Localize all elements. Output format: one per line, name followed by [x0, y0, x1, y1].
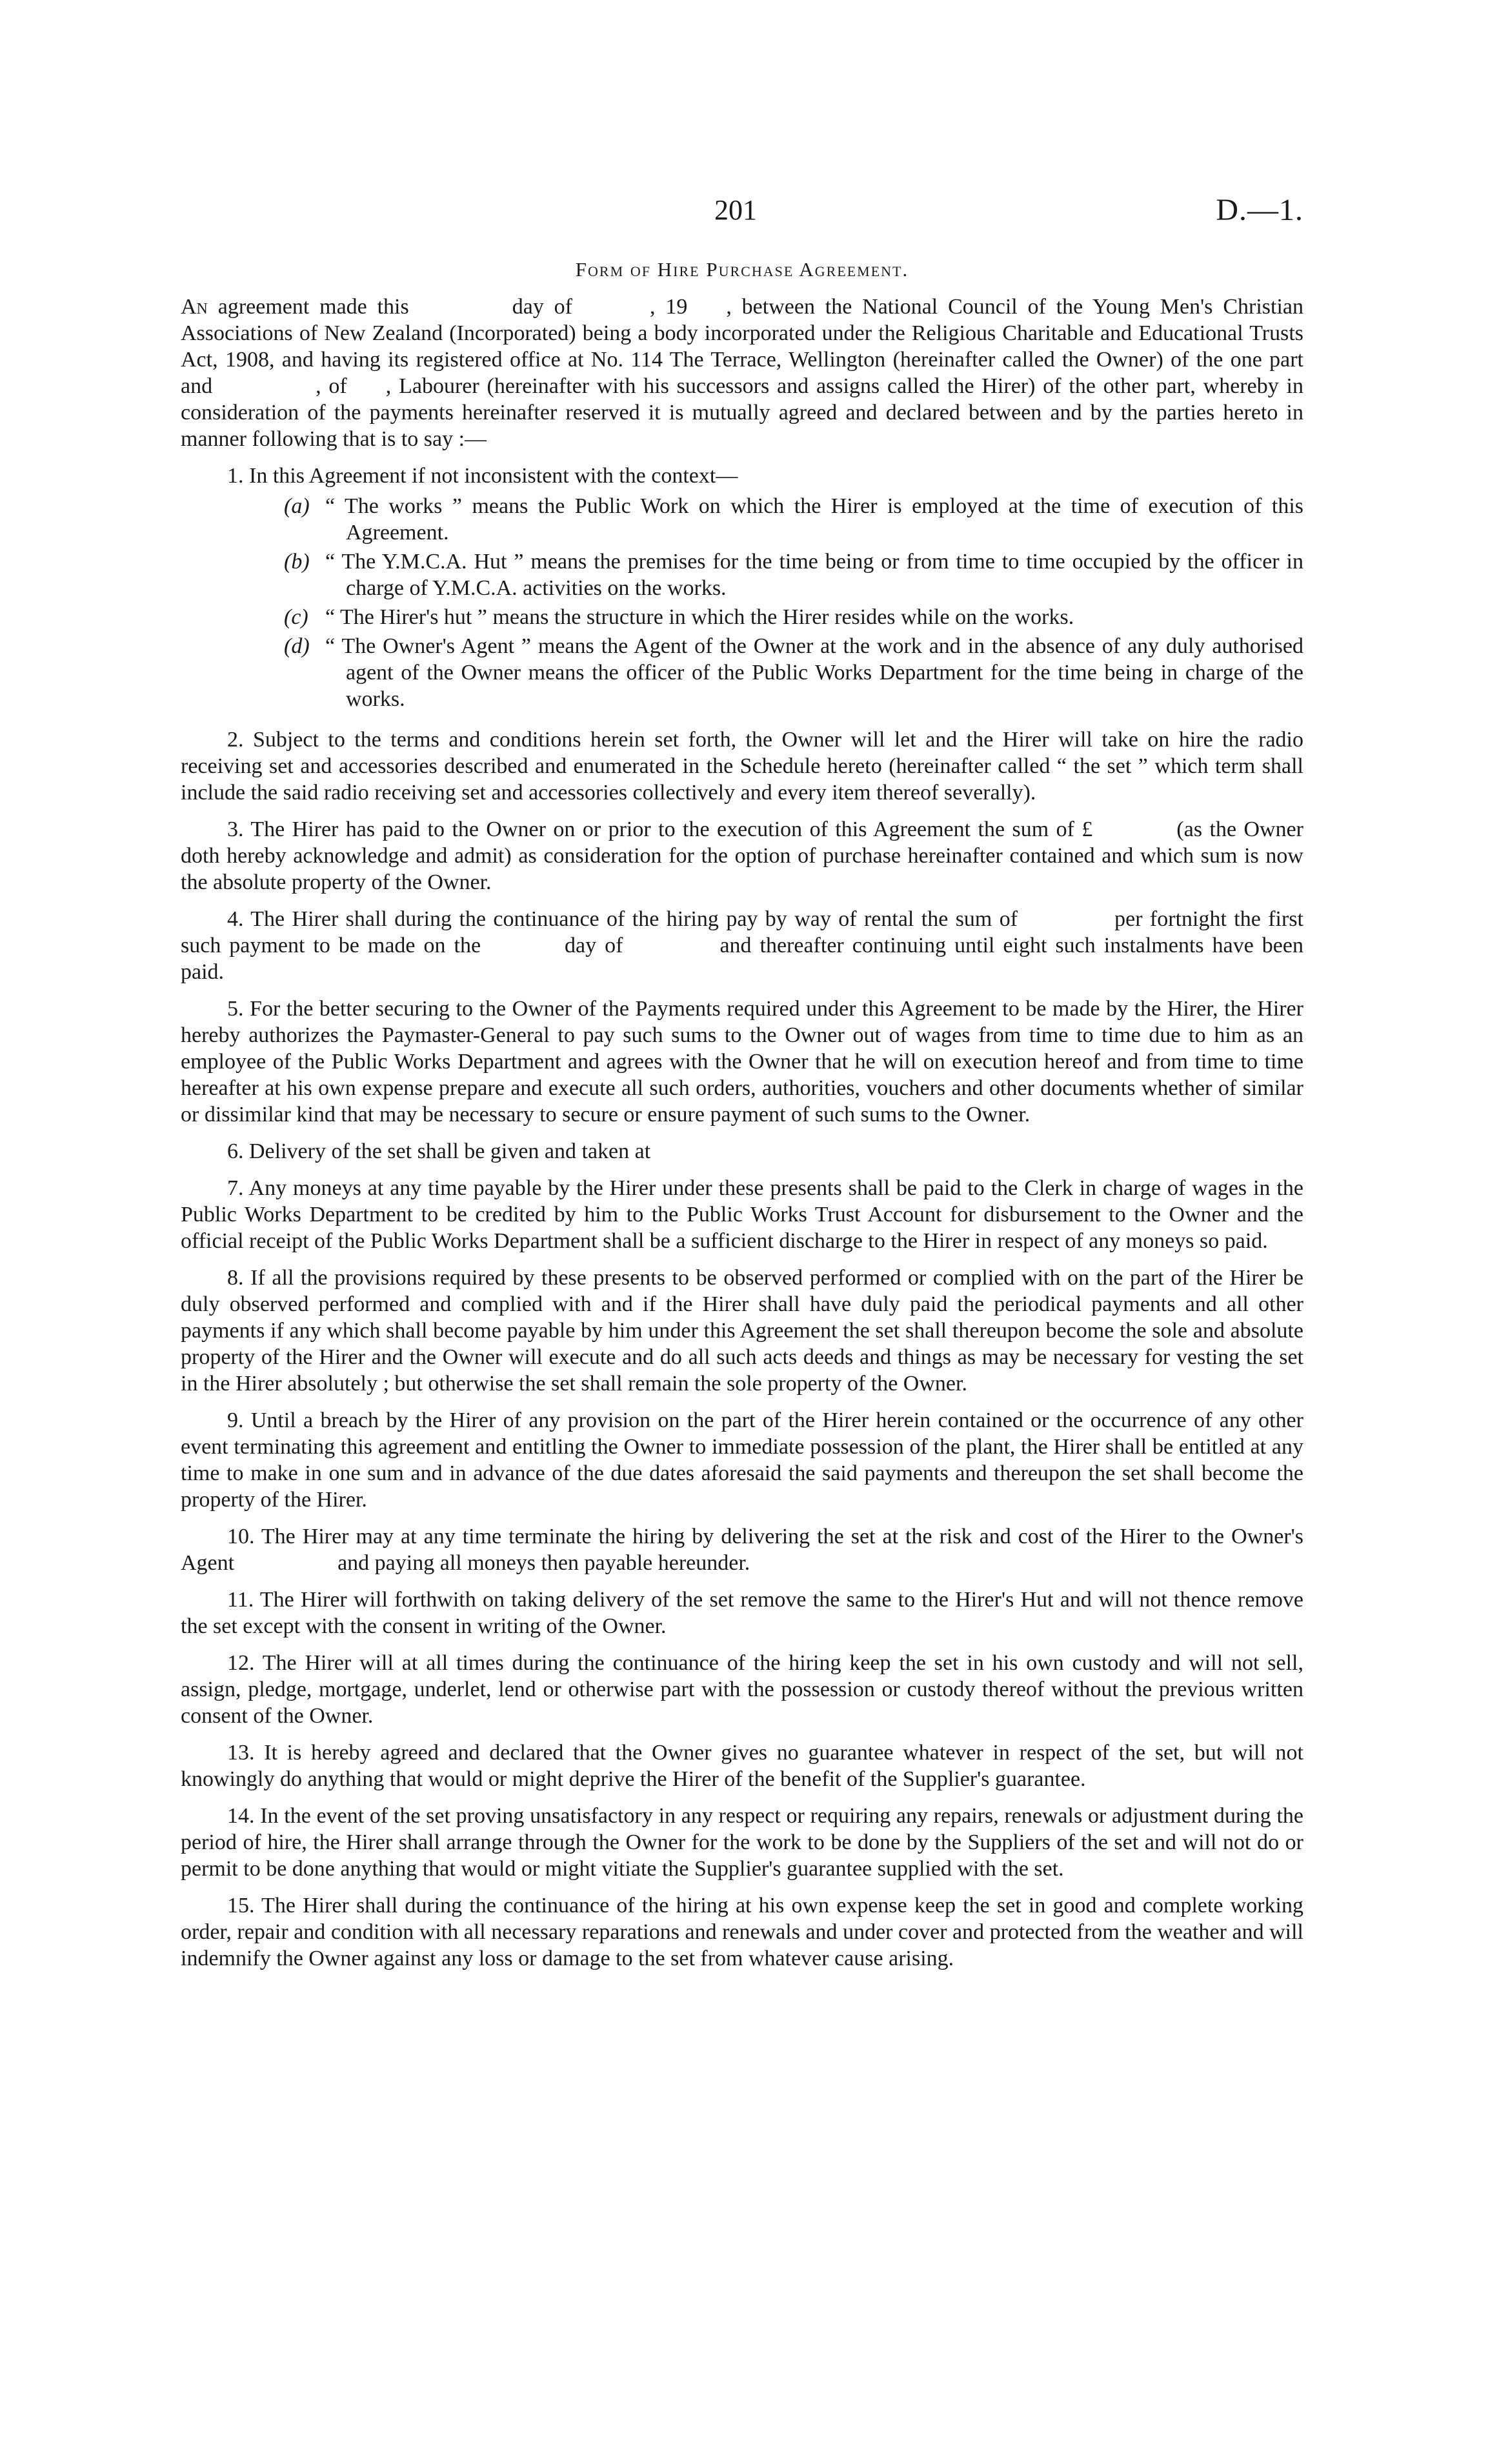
clause-6: 6. Delivery of the set shall be given and taken at [227, 1139, 651, 1163]
clause-11: 11. The Hirer will forthwith on taking delivery of the set remove the same to the Hirer's Hut and will not thence remove the set except with the consent in writing of the Owner. [181, 1588, 1303, 1638]
clause-5: 5. For the better securing to the Owner of the Payments required under this Agreement to be made by the Hirer, the Hirer hereby authorizes the Paymaster-General to pay such sums to the Owner out of wages from time to time due to him as an employee of the Public Works Department and agrees with the Owner that he will on execution hereof and from time to time hereafter at his own expense prepare and execute all such orders, authorities, vouchers and other documents whether of similar or dissimilar kind that may be necessary to secure or ensure payment of such sums to the Owner. [181, 997, 1303, 1127]
opening-lead: An [181, 295, 208, 319]
page-title: Form of Hire Purchase Agreement. [575, 258, 909, 281]
clause-8: 8. If all the provisions required by these presents to be observed performed or complied with on the part of the Hirer be duly observed performed and complied with and if the Hirer shall have duly paid the periodical payments and all other payments if any which shall become payable by him under this Agreement the set shall thereupon become the sole and absolute property of the Hirer and the Owner will execute and do all such acts deeds and things as may be necessary for vesting the set in the Hirer absolutely ; but otherwise the set shall remain the sole property of the Owner. [181, 1266, 1303, 1396]
clause-10-text-a: 10. The Hirer may at any time terminate the hiring by delivering the set at the risk and cost of the Hirer to the Owner's Agent [181, 1525, 1303, 1575]
clause-2: 2. Subject to the terms and conditions herein set forth, the Owner will let and the Hirer will take on hire the radio receiving set and accessories described and enumerated in the Schedule hereto (hereinafter called “ the set ” which term shall include the said radio receiving set and accessories collectively and every item thereof severally). [181, 728, 1303, 805]
clause-12: 12. The Hirer will at all times during the continuance of the hiring keep the set in his own custody and will not sell, assign, pledge, mortgage, underlet, lend or otherwise part with the possession or custody thereof without the previous written consent of the Owner. [181, 1651, 1303, 1728]
definition-item [181, 493, 1303, 546]
definition-item [181, 633, 1303, 712]
definition-label: (d) [284, 634, 310, 658]
definition-text: “ The Hirer's hut ” means the structure in which the Hirer resides while on the works. [325, 605, 1074, 629]
clause-4-text-a: 4. The Hirer shall during the continuance of the hiring pay by way of rental the sum of [227, 907, 1018, 931]
definition-label: (a) [284, 494, 310, 518]
clause-10 [181, 1523, 1303, 1576]
clause-1: 1. In this Agreement if not inconsistent with the context— [227, 464, 738, 488]
clause-4-text-c: day of [565, 934, 623, 957]
opening-text-2: day of [512, 295, 572, 319]
document-reference: D.—1. [1216, 193, 1303, 227]
clause-4-text-b: per fortnight the first such payment to be made on the [181, 907, 1304, 957]
clause-3-text-b: (as the Owner doth hereby acknowledge and admit) as consideration for the option of purchase hereinafter contained and which sum is now the absolute property of the Owner. [181, 817, 1303, 894]
clause-3-text-a: 3. The Hirer has paid to the Owner on or prior to the execution of this Agreement the sum of £ [227, 817, 1093, 841]
opening-text-5: , of [316, 374, 347, 398]
definition-text: “ The Owner's Agent ” means the Agent of the Owner at the work and in the absence of any duly authorised agent of the Owner means the officer of the Public Works Department for the time being in charge of the works. [325, 634, 1303, 711]
clause-14: 14. In the event of the set proving unsatisfactory in any respect or requiring any repairs, renewals or adjustment during the period of hire, the Hirer shall arrange through the Owner for the work to be done by the Suppliers of the set and will not do or permit to be done anything that would or might vitiate the Supplier's guarantee supplied with the set. [181, 1804, 1303, 1881]
clause-3 [181, 816, 1303, 896]
definition-item [181, 604, 1303, 630]
clause-7: 7. Any moneys at any time payable by the Hirer under these presents shall be paid to the Clerk in charge of wages in the Public Works Department to be credited by him to the Public Works Trust Account for disbursement to the Owner and the official receipt of the Public Works Department shall be a sufficient discharge to the Hirer in respect of any moneys so paid. [181, 1176, 1303, 1253]
clause-15: 15. The Hirer shall during the continuance of the hiring at his own expense keep the set in good and complete working order, repair and condition with all necessary reparations and renewals and under cover and protected from the weather and will indemnify the Owner against any loss or damage to the set from whatever cause arising. [181, 1894, 1303, 1970]
clause-4-text-d: and thereafter continuing until eight such instalments have been paid. [181, 934, 1303, 984]
definition-item [181, 548, 1303, 601]
clause-10-text-b: and paying all moneys then payable hereunder. [337, 1551, 750, 1575]
opening-text-6: , Labourer (hereinafter with his successors and assigns called the Hirer) of the other part, whereby in consideration of the payments hereinafter reserved it is mutually agreed and declared between and by the parties hereto in manner following that is to say :— [181, 374, 1303, 451]
clause-9: 9. Until a breach by the Hirer of any provision on the part of the Hirer herein contained or the occurrence of any other event terminating this agreement and entitling the Owner to immediate possession of the plant, the Hirer shall be entitled at any time to make in one sum and in advance of the due dates aforesaid the said payments and thereupon the set shall become the property of the Hirer. [181, 1408, 1303, 1512]
opening-text-1: agreement made this [217, 295, 409, 319]
agreement-body [181, 294, 1303, 1982]
opening-text-4: , between the National Council of the Young Men's Christian Associations of New Zealand (Incorporated) being a body incorporated under the Religious Charitable and Educational Trusts Act, 1908, and having its registered office at No. 114 The Terrace, Wellington (hereinafter called the Owner) of the one part and [181, 295, 1304, 398]
definition-text: “ The Y.M.C.A. Hut ” means the premises for the time being or from time to time occupied by the officer in charge of Y.M.C.A. activities on the works. [325, 550, 1303, 600]
definition-label: (b) [284, 550, 310, 574]
opening-text-3: , 19 [650, 295, 688, 319]
definition-label: (c) [284, 605, 308, 629]
opening-paragraph [181, 294, 1303, 452]
clause-4 [181, 906, 1303, 985]
page-number: 201 [714, 194, 757, 226]
definition-text: “ The works ” means the Public Work on which the Hirer is employed at the time of execution of this Agreement. [325, 494, 1303, 545]
clause-13: 13. It is hereby agreed and declared that the Owner gives no guarantee whatever in respect of the set, but will not knowingly do anything that would or might deprive the Hirer of the benefit of the Supplier's guarantee. [181, 1741, 1303, 1791]
